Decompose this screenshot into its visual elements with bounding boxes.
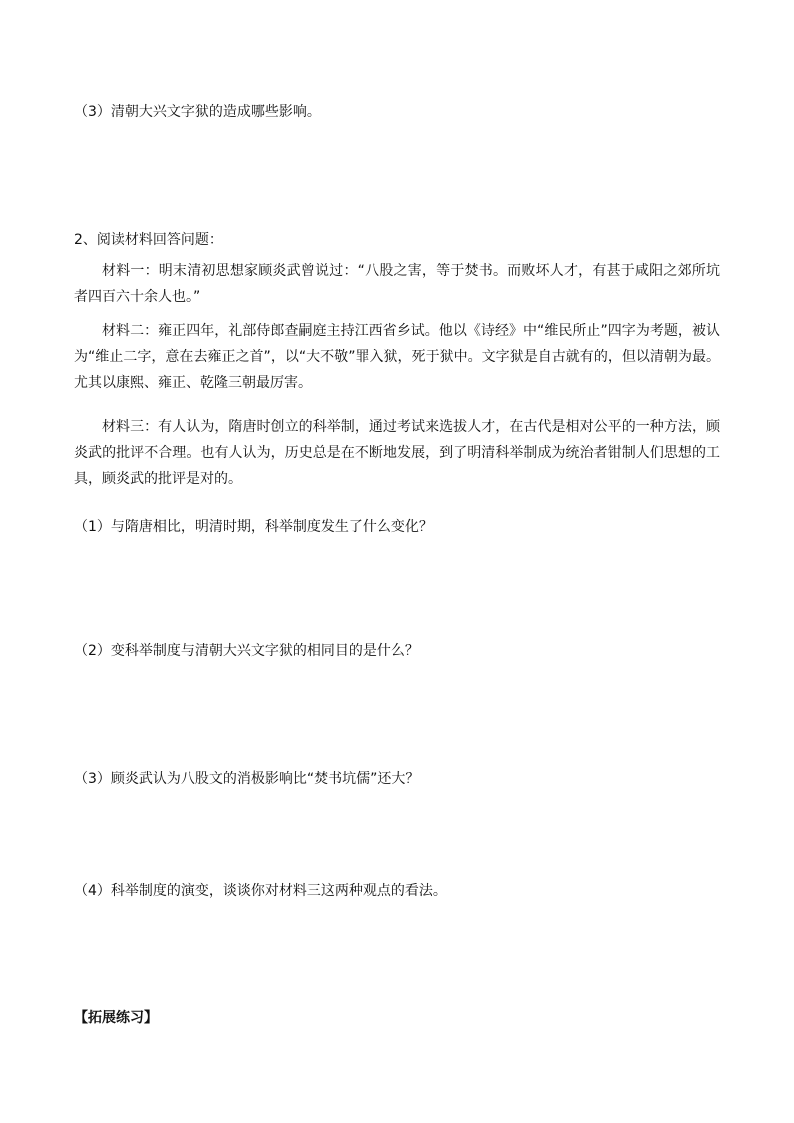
material-3: 材料三：有人认为，隋唐时创立的科举制，通过考试来选拔人才，在古代是相对公平的一种方法，顾炎武的批评不合理。也有人认为，历史总是在不断地发展，到了明清科举制成为统治者钳制人们思想的工具，顾炎武的批评是对的。 [74,419,720,487]
extension-practice-heading: 【拓展练习】 [74,1010,158,1026]
question-2-part-4: （4）科举制度的演变，谈谈你对材料三这两种观点的看法。 [74,883,447,899]
material-2: 材料二：雍正四年，礼部侍郎查嗣庭主持江西省乡试。他以《诗经》中“维民所止”四字为考题，被认为“维止二字，意在去雍正之首”，以“大不敬”罪入狱，死于狱中。文字狱是自古就有的，但以清朝为最。尤其以康熙、雍正、乾隆三朝最厉害。 [74,323,720,391]
question-1-part-3: （3）清朝大兴文字狱的造成哪些影响。 [74,104,321,120]
question-2-part-1: （1）与隋唐相比，明清时期，科举制度发生了什么变化？ [74,519,433,535]
question-2-part-2: （2）变科举制度与清朝大兴文字狱的相同目的是什么？ [74,643,419,659]
question-2-part-3: （3）顾炎武认为八股文的消极影响比“焚书坑儒”还大？ [74,771,420,787]
material-1: 材料一：明末清初思想家顾炎武曾说过：“八股之害，等于焚书。而败坏人才，有甚于咸阳之郊所坑者四百六十余人也。” [74,263,720,305]
question-2-heading: 2、阅读材料回答问题： [74,232,223,248]
